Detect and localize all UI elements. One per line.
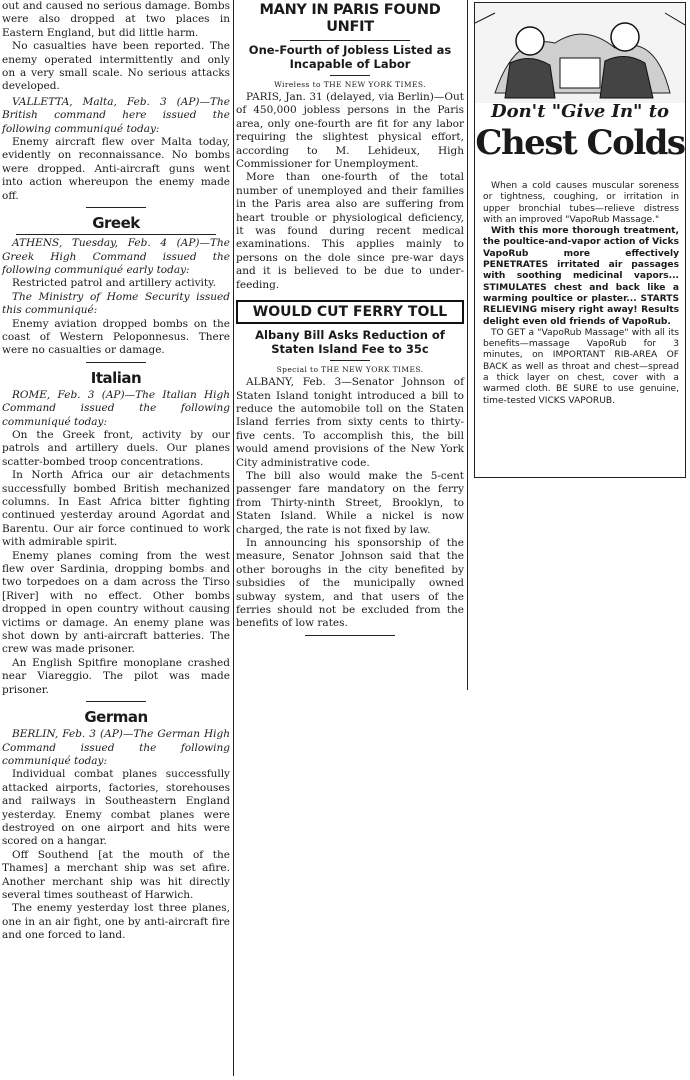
deck-rule [330, 360, 370, 361]
ad-paragraph: TO GET a "VapoRub Massage" with all its benefits—massage VapoRub for 3 minutes, on IMPORTANT RIB-AREA OF BACK as well as throat and chest—spread a thick layer on chest, cover with a warmed cloth. BE SURE to use genuine, time-tested VICKS VAPORUB. [483, 327, 679, 406]
greek-heading: Greek [92, 214, 140, 233]
ministry-text: Enemy aviation dropped bombs on the coast of Western Peloponnesus. There were no casualties or damage. [2, 317, 230, 357]
section-underline [16, 234, 216, 235]
rome-paragraph: An English Spitfire monoplane crashed near Viareggio. The pilot was made prisoner. [2, 656, 230, 696]
rome-paragraph: In North Africa our air detachments successfully bombed British mechanized columns. In East Africa bitter fighting continued yesterday around Agordat and Barentu. Our air force continued to work with admirable spirit. [2, 469, 230, 549]
ferry-paragraph: In announcing his sponsorship of the measure, Senator Johnson said that the other boroughs in the city benefited by subsidies of the municipally owned subway system, and that users of the ferries should not be excluded from the benefits of low rates. [236, 536, 464, 630]
ad-body [483, 181, 679, 407]
berlin-paragraph: Off Southend [at the mouth of the Thames] a merchant ship was set afire. Another merchant ship was hit directly several times southeast of Harwich. [2, 848, 230, 901]
italian-heading: Italian [90, 368, 142, 387]
ad-paragraph: With this more thorough treatment, the poultice-and-vapor action of Vicks VapoRub more effectively PENETRATES irritated air passages with soothing medicinal vapors... STIMULATES chest and back like a warming poultice or plaster... STARTS RELIEVING misery right away! Results delight even old friends of VapoRub. [483, 226, 679, 327]
ferry-deck: Albany Bill Asks Reduction of Staten Island Fee to 35c [255, 328, 445, 357]
continued-paragraph: out and caused no serious damage. Bombs were also dropped at two places in Eastern England, but did little harm. [2, 0, 230, 39]
deck-rule [330, 75, 370, 76]
rome-paragraph: Enemy planes coming from the west flew over Sardinia, dropping bombs and two torpedoes on a dam across the Tirso [River] with no effect. Other bombs dropped in open country without causing victims or damage. An enemy plane was shot down by anti-aircraft batteries. The crew was made prisoner. [2, 549, 230, 656]
column-war-communiques [2, 0, 230, 943]
paris-credit: Wireless to THE NEW YORK TIMES. [274, 80, 426, 89]
ferry-headline: WOULD CUT FERRY TOLL [236, 300, 464, 324]
column-rule-1 [233, 0, 234, 1076]
column-rule-2 [467, 0, 468, 690]
berlin-dateline: BERLIN, Feb. 3 (AP)—The German High Command issued the following communiqué today: [2, 728, 230, 767]
athens-text: Restricted patrol and artillery activity. [12, 277, 216, 290]
ad-paragraph: When a cold causes muscular soreness or tightness, coughing, or irritation in upper bronchial tubes—relieve distress with an improved "VapoRub Massage." [483, 181, 679, 225]
vicks-advertisement [474, 2, 686, 478]
ad-title-line1: Don't "Give In" to [490, 101, 670, 122]
rome-paragraph: On the Greek front, activity by our patrols and artillery duels. Our planes scatter-bombed troop concentrations. [2, 428, 230, 468]
paris-deck: One-Fourth of Jobless Listed as Incapable of Labor [248, 43, 452, 71]
german-heading: German [84, 708, 148, 727]
paris-paragraph: More than one-fourth of the total number of unemployed and their families in the Paris area also are suffering from heart trouble or physiological deficiency, it was found during recent medical examinations. This applies mainly to persons on the dole since pre-war days and it is believed to be due to under-feeding. [236, 171, 464, 291]
ferry-paragraph: ALBANY, Feb. 3—Senator Johnson of Staten Island tonight introduced a bill to reduce the automobile toll on the Staten Island ferries from sixty cents to thirty-five cents. To accomplish this, the bill would amend provisions of the New York City administrative code. [236, 376, 464, 469]
berlin-paragraph: The enemy yesterday lost three planes, one in an air fight, one by anti-aircraft fire and one forced to land. [2, 902, 230, 942]
ferry-paragraph: The bill also would make the 5-cent passenger fare mandatory on the ferry from Thirty-ninth Street, Brooklyn, to Staten Island. While a nickel is now charged, the rate is not fixed by law. [236, 469, 464, 536]
casualties-paragraph: No casualties have been reported. The enemy operated intermittently and only on a very small scale. No serious attacks developed. [2, 40, 230, 93]
section-divider [86, 701, 146, 702]
athens-dateline: ATHENS, Tuesday, Feb. 4 (AP)—The Greek High Command issued the following communiqué early today: [2, 237, 230, 276]
ad-title-line2: Chest Colds [475, 123, 685, 163]
end-rule [305, 635, 395, 636]
ferry-credit: Special to THE NEW YORK TIMES. [276, 365, 424, 375]
paris-paragraph: PARIS, Jan. 31 (delayed, via Berlin)—Out of 450,000 jobless persons in the Paris area, only one-fourth are fit for any labor requiring the slightest physical effort, according to M. Lehideux, High Commissioner for Unemployment. [236, 91, 464, 171]
section-divider [86, 362, 146, 363]
paris-headline: MANY IN PARIS FOUND UNFIT [259, 2, 441, 35]
section-divider [86, 207, 146, 208]
column-paris-ferry [236, 0, 464, 638]
ad-illustration [475, 3, 685, 103]
headline-rule [290, 40, 410, 41]
ministry-note: The Ministry of Home Security issued this communiqué: [2, 290, 230, 317]
rome-dateline: ROME, Feb. 3 (AP)—The Italian High Command issued the following communiqué today: [2, 388, 230, 428]
berlin-paragraph: Individual combat planes successfully attacked airports, factories, storehouses and railways in Southeastern England yesterday. Enemy combat planes were destroyed on one airport and hits were scored on a hangar. [2, 768, 230, 848]
valletta-dateline: VALLETTA, Malta, Feb. 3 (AP)—The British command here issued the following communiqué today: [2, 95, 230, 135]
valletta-text: Enemy aircraft flew over Malta today, evidently on reconnaissance. No bombs were dropped. Anti-aircraft guns went into action whereupon the enemy made off. [2, 136, 230, 202]
